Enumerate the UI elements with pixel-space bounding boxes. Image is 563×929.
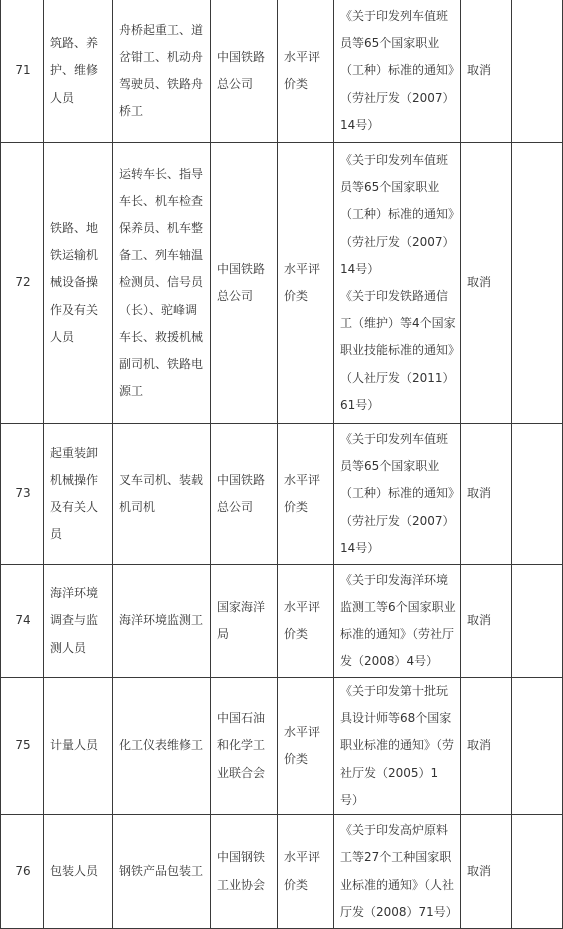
occupation-names: 化工仪表维修工 bbox=[113, 678, 211, 815]
department: 中国铁路总公司 bbox=[211, 424, 278, 565]
result-cell: 取消 bbox=[461, 678, 512, 815]
table-row bbox=[1, 565, 563, 678]
result-cell: 取消 bbox=[461, 565, 512, 678]
basis-document bbox=[334, 0, 461, 143]
row-number: 73 bbox=[1, 424, 44, 565]
basis-text: 《关于印发第十批玩具设计师等68个国家职业标准的通知》（劳社厅发（2005）1号） bbox=[340, 684, 455, 807]
basis-text: 《关于印发海洋环境监测工等6个国家职业标准的通知》（劳社厅发（2008）4号） bbox=[340, 572, 456, 669]
department: 中国铁路总公司 bbox=[211, 0, 278, 143]
row-number: 74 bbox=[1, 565, 44, 678]
occupation-names: 舟桥起重工、道岔钳工、机动舟驾驶员、铁路舟桥工 bbox=[113, 0, 211, 143]
basis-document bbox=[334, 815, 461, 929]
evaluation-type: 水平评价类 bbox=[278, 143, 334, 424]
basis-document bbox=[334, 143, 461, 424]
table-row bbox=[1, 143, 563, 424]
occupation-category: 海洋环境调查与监测人员 bbox=[44, 565, 113, 678]
row-number: 76 bbox=[1, 815, 44, 929]
basis-text: 《关于印发列车值班员等65个国家职业（工种）标准的通知》（劳社厅发（2007）14号） bbox=[340, 8, 455, 132]
table-row bbox=[1, 424, 563, 565]
basis-document bbox=[334, 678, 461, 815]
evaluation-type: 水平评价类 bbox=[278, 0, 334, 143]
basis-text: 《关于印发铁路通信工（维护）等4个国家职业技能标准的通知》（人社厅发（2011）61号） bbox=[340, 289, 456, 412]
occupation-category: 铁路、地铁运输机械设备操作及有关人员 bbox=[44, 143, 113, 424]
department: 国家海洋局 bbox=[211, 565, 278, 678]
evaluation-type: 水平评价类 bbox=[278, 815, 334, 929]
evaluation-type: 水平评价类 bbox=[278, 424, 334, 565]
occupation-names: 运转车长、指导车长、机车检查保养员、机车整备工、列车轴温检测员、信号员（长）、驼峰调车长、救援机械副司机、铁路电源工 bbox=[113, 143, 211, 424]
result-cell: 取消 bbox=[461, 143, 512, 424]
result-cell: 取消 bbox=[461, 815, 512, 929]
occupation-names: 海洋环境监测工 bbox=[113, 565, 211, 678]
table-row bbox=[1, 0, 563, 143]
empty-cell bbox=[512, 424, 563, 565]
basis-document bbox=[334, 424, 461, 565]
evaluation-type: 水平评价类 bbox=[278, 565, 334, 678]
result-cell: 取消 bbox=[461, 424, 512, 565]
table-row bbox=[1, 678, 563, 815]
row-number: 75 bbox=[1, 678, 44, 815]
department: 中国石油和化学工业联合会 bbox=[211, 678, 278, 815]
basis-document bbox=[334, 565, 461, 678]
occupation-names: 叉车司机、装载机司机 bbox=[113, 424, 211, 565]
row-number: 71 bbox=[1, 0, 44, 143]
occupation-names: 钢铁产品包装工 bbox=[113, 815, 211, 929]
occupation-category: 包装人员 bbox=[44, 815, 113, 929]
result-cell: 取消 bbox=[461, 0, 512, 143]
department: 中国钢铁工业协会 bbox=[211, 815, 278, 929]
empty-cell bbox=[512, 815, 563, 929]
occupation-category: 计量人员 bbox=[44, 678, 113, 815]
row-number: 72 bbox=[1, 143, 44, 424]
empty-cell bbox=[512, 565, 563, 678]
basis-text: 《关于印发列车值班员等65个国家职业（工种）标准的通知》（劳社厅发（2007）14号） bbox=[340, 431, 455, 555]
occupation-category: 筑路、养护、维修人员 bbox=[44, 0, 113, 143]
occupation-category: 起重装卸机械操作及有关人员 bbox=[44, 424, 113, 565]
basis-text: 《关于印发列车值班员等65个国家职业（工种）标准的通知》（劳社厅发（2007）14号） bbox=[340, 152, 455, 276]
empty-cell bbox=[512, 143, 563, 424]
table-row bbox=[1, 815, 563, 929]
empty-cell bbox=[512, 678, 563, 815]
table-body bbox=[1, 0, 563, 929]
basis-text: 《关于印发高炉原料工等27个工种国家职业标准的通知》（人社厅发（2008）71号） bbox=[340, 823, 458, 919]
evaluation-type: 水平评价类 bbox=[278, 678, 334, 815]
department: 中国铁路总公司 bbox=[211, 143, 278, 424]
empty-cell bbox=[512, 0, 563, 143]
